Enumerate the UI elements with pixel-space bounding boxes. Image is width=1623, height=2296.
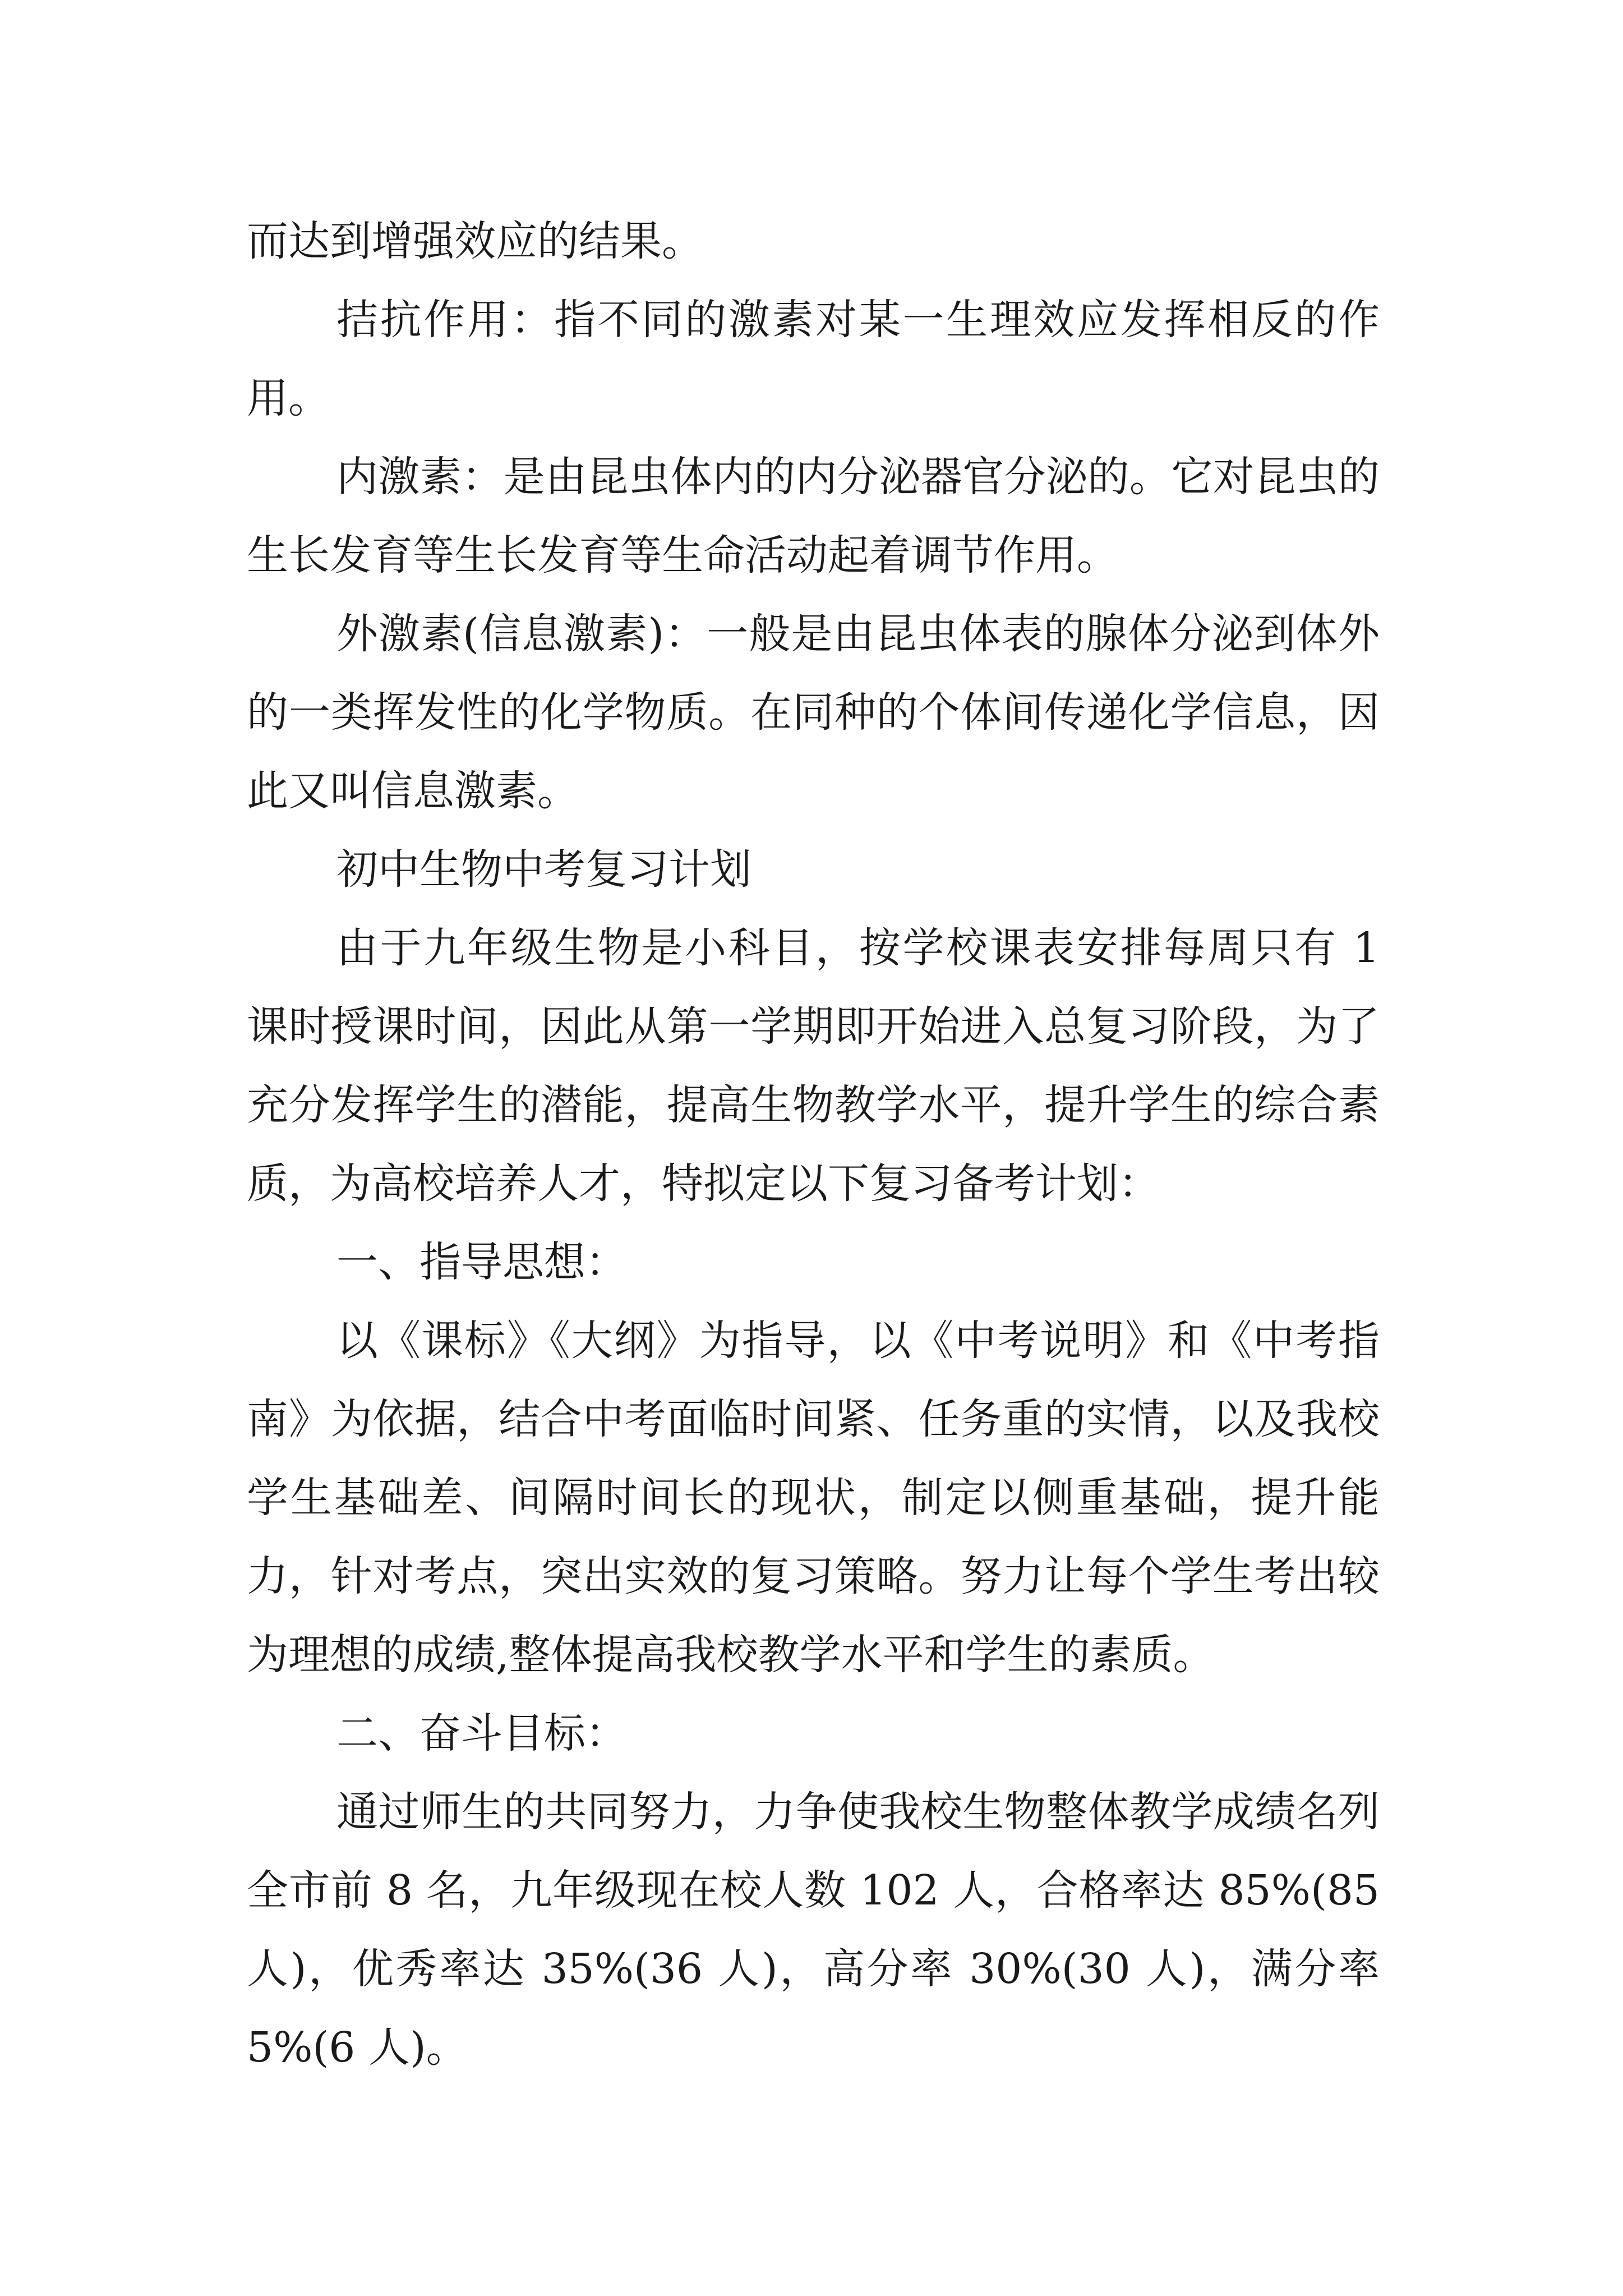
- section-title-review-plan: 初中生物中考复习计划: [336, 845, 751, 894]
- document-page: [247, 202, 1380, 2087]
- heading-guiding-ideology: 一、指导思想：: [336, 1238, 627, 1286]
- paragraph-antagonism: 拮抗作用：指不同的激素对某一生理效应发挥相反的作用。: [247, 296, 1380, 422]
- paragraph-plan-intro: 由于九年级生物是小科目，按学校课表安排每周只有 1 课时授课时间，因此从第一学期即开始进入总复习阶段，为了充分发挥学生的潜能，提高生物教学水平，提升学生的综合素质，为高校培养人才，特拟定以下复习备考计划：: [247, 924, 1380, 1208]
- paragraph-guiding-ideology: 以《课标》《大纲》为指导，以《中考说明》和《中考指南》为依据，结合中考面临时间紧、任务重的实情，以及我校学生基础差、间隔时间长的现状，制定以侧重基础，提升能力，针对考点，突出实效的复习策略。努力让每个学生考出较为理想的成绩,整体提高我校教学水平和学生的素质。: [247, 1317, 1380, 1679]
- paragraph-goals: 通过师生的共同努力，力争使我校生物整体教学成绩名列全市前 8 名，九年级现在校人数 102 人，合格率达 85%(85 人)，优秀率达 35%(36 人)，高分率 30%(30 人)，满分率 5%(6 人)。: [247, 1788, 1380, 2072]
- paragraph-synergy-end: 而达到增强效应的结果。: [247, 217, 703, 265]
- heading-goals: 二、奋斗目标：: [336, 1709, 627, 1757]
- paragraph-pheromone: 外激素(信息激素)：一般是由昆虫体表的腺体分泌到体外的一类挥发性的化学物质。在同种的个体间传递化学信息，因此又叫信息激素。: [247, 610, 1380, 815]
- paragraph-endocrine-hormone: 内激素：是由昆虫体内的内分泌器官分泌的。它对昆虫的生长发育等生长发育等生命活动起着调节作用。: [247, 453, 1380, 579]
